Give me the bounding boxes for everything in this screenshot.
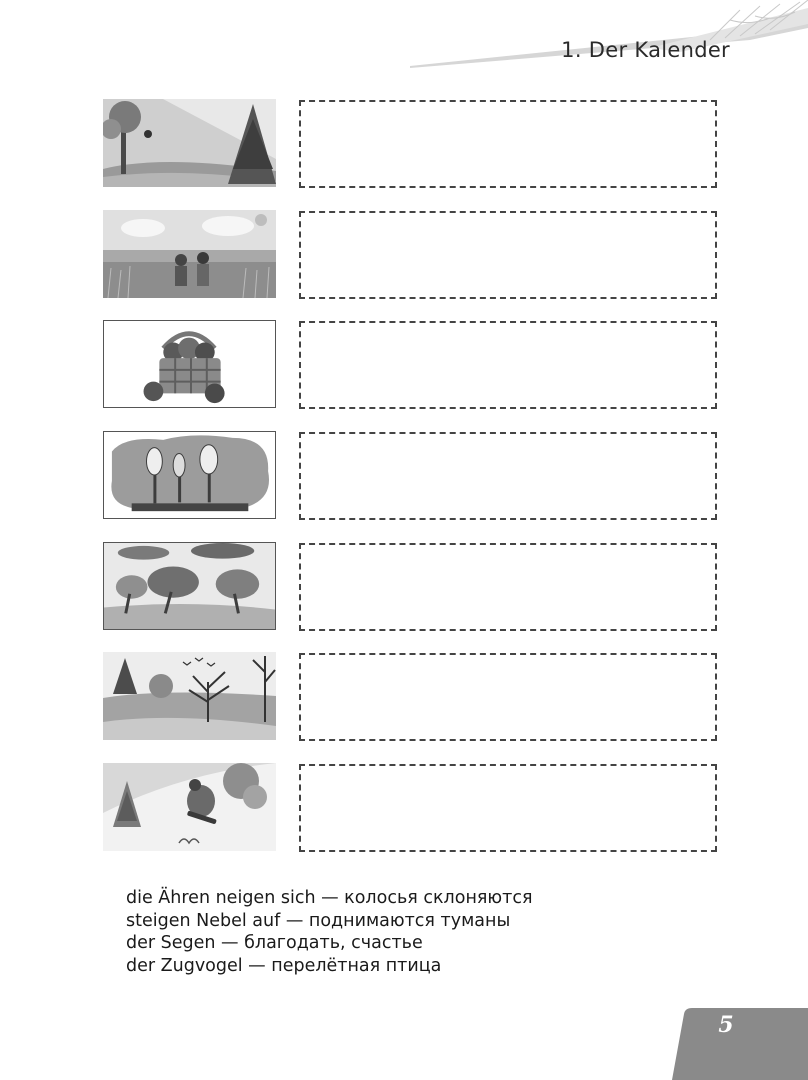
vocabulary-item: der Segen — благодать, счастье xyxy=(126,933,423,953)
exercise-row xyxy=(103,210,717,300)
vocabulary-item: steigen Nebel auf — поднимаются туманы xyxy=(126,910,511,931)
answer-box[interactable] xyxy=(299,211,717,299)
apple-basket-illustration xyxy=(103,320,276,408)
windy-autumn-storm-illustration xyxy=(103,542,276,630)
vocabulary-item: die Ähren neigen sich — колосья склоняются xyxy=(126,888,533,908)
rainy-autumn-trees-illustration xyxy=(103,431,276,519)
children-in-wheat-field-illustration xyxy=(103,210,276,298)
exercise-row xyxy=(103,542,717,632)
exercise-row xyxy=(103,320,717,410)
late-autumn-landscape-birds-illustration xyxy=(103,652,276,740)
page-number: 5 xyxy=(718,1012,734,1038)
exercise-row xyxy=(103,99,717,189)
answer-box[interactable] xyxy=(299,432,717,520)
chapter-title: 1. Der Kalender xyxy=(561,38,730,62)
exercise-row xyxy=(103,763,717,853)
children-sledding-winter-illustration xyxy=(103,763,276,851)
vocabulary-item: der Zugvogel — перелётная птица xyxy=(126,955,442,976)
answer-box[interactable] xyxy=(299,764,717,852)
answer-box[interactable] xyxy=(299,543,717,631)
exercise-row xyxy=(103,431,717,521)
exercise-row xyxy=(103,652,717,742)
answer-box[interactable] xyxy=(299,100,717,188)
answer-box[interactable] xyxy=(299,653,717,741)
answer-box[interactable] xyxy=(299,321,717,409)
vocabulary-list xyxy=(126,887,532,977)
spring-forest-illustration xyxy=(103,99,276,187)
